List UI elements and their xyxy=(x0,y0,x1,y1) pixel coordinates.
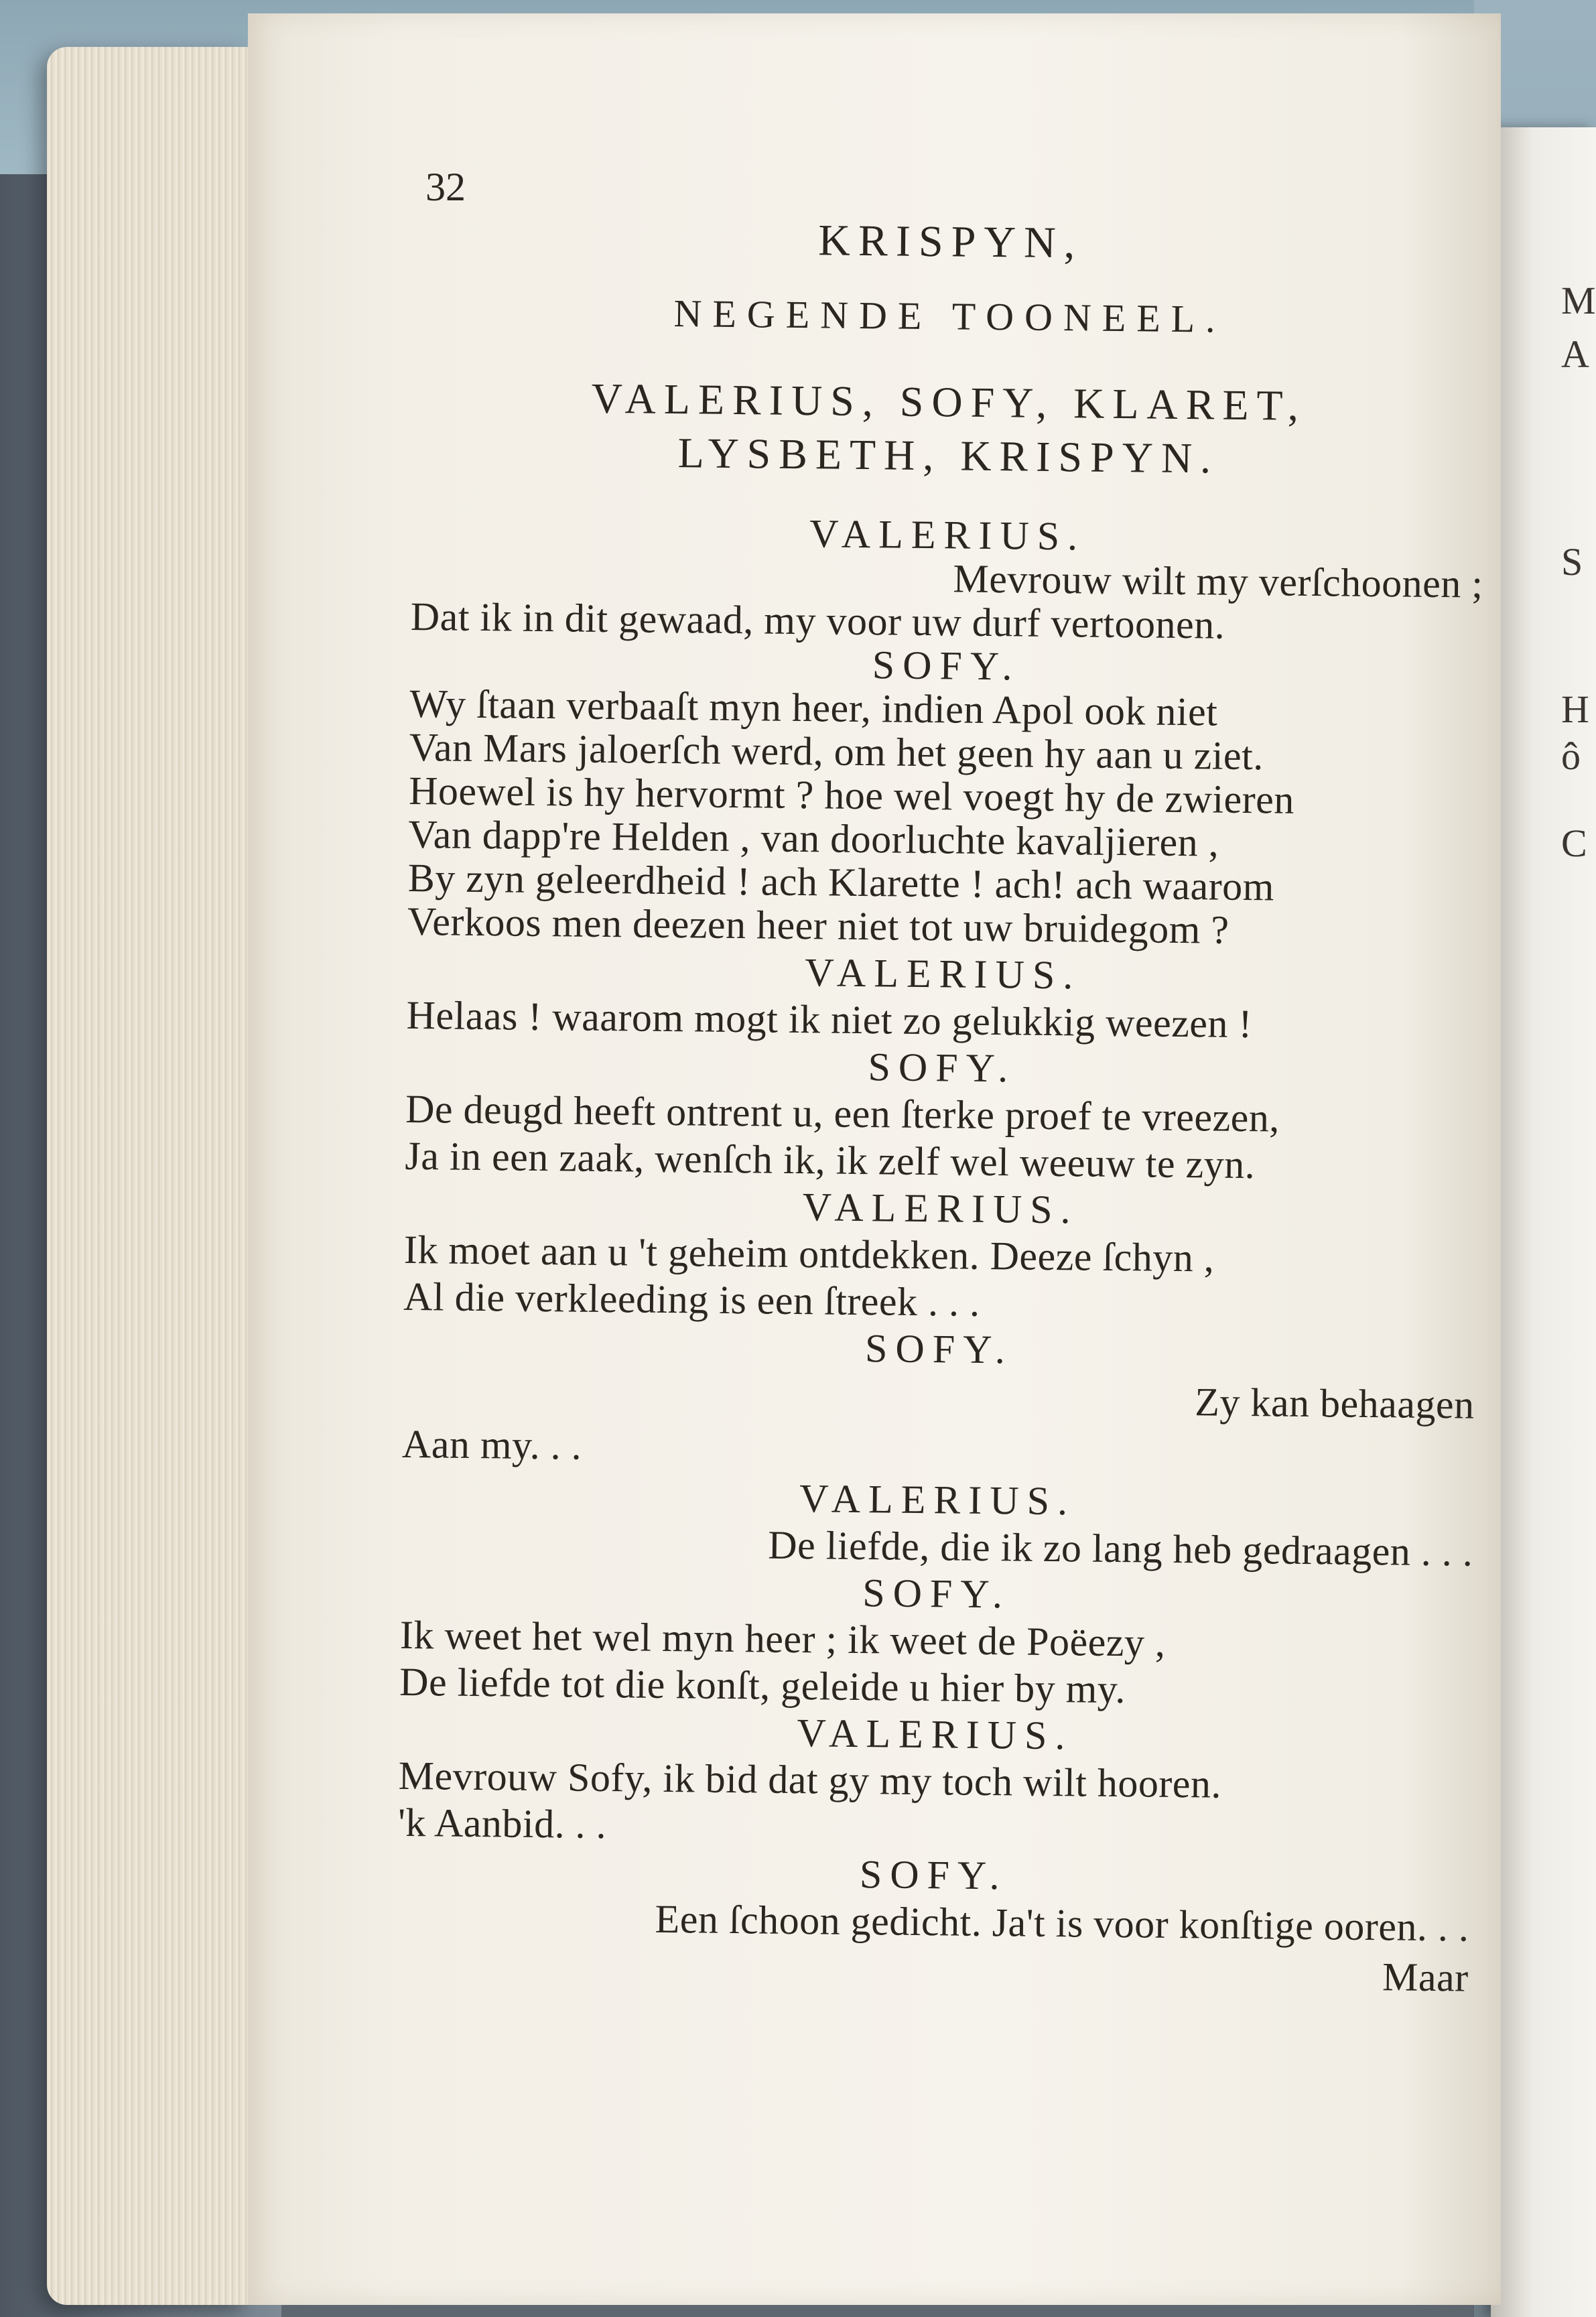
speaker-name: VALERIUS. xyxy=(799,1476,1076,1524)
scene-heading: NEGENDE TOONEEL. xyxy=(673,291,1226,341)
verse-line: By zyn geleerdheid ! ach Klarette ! ach! ach waarom xyxy=(407,855,1275,909)
verse-line: 'k Aanbid. . . xyxy=(397,1800,607,1847)
running-title: KRISPYN, xyxy=(817,216,1083,268)
speaker-name: SOFY. xyxy=(859,1852,1008,1898)
facing-page-letter: H xyxy=(1561,687,1589,731)
facing-page-letter: ô xyxy=(1561,734,1581,778)
facing-page-letter: M xyxy=(1561,279,1596,322)
facing-page-letter: C xyxy=(1561,821,1587,865)
speaker-name: SOFY. xyxy=(862,1571,1011,1617)
verse-line: De liefde tot die konſt, geleide u hier by my. xyxy=(399,1659,1126,1712)
speaker-name: VALERIUS. xyxy=(805,950,1081,998)
speaker-name: VALERIUS. xyxy=(797,1711,1073,1758)
verse-line: Aan my. . . xyxy=(401,1421,582,1468)
speaker-name: VALERIUS. xyxy=(802,1185,1079,1232)
facing-page-letter: A xyxy=(1561,332,1589,376)
page-number: 32 xyxy=(425,165,466,209)
facing-page-letter: S xyxy=(1561,540,1583,584)
verse-line: Wy ſtaan verbaaſt myn heer, indien Apol ook niet xyxy=(409,681,1218,734)
speaker-name: VALERIUS. xyxy=(809,511,1086,559)
verse-line: Helaas ! waarom mogt ik niet zo gelukkig weezen ! xyxy=(406,992,1253,1047)
catchword: Maar xyxy=(1382,1955,1469,2000)
book-page xyxy=(248,13,1501,2305)
verse-line: Verkoos men deezen heer niet tot uw bruidegom ? xyxy=(407,899,1229,952)
verse-line: Mevrouw Sofy, ik bid dat gy my toch wilt hooren. xyxy=(398,1753,1222,1806)
cast-list-line: VALERIUS, SOFY, KLARET, xyxy=(591,374,1307,429)
verse-line: Zy kan behaagen xyxy=(1195,1380,1475,1427)
verse-line: Van Mars jaloerſch werd, om het geen hy aan u ziet. xyxy=(409,724,1264,779)
facing-page-edge xyxy=(1491,127,1596,2317)
verse-line: Mevrouw wilt my verſchoonen ; xyxy=(953,556,1483,606)
speaker-name: SOFY. xyxy=(864,1326,1014,1372)
verse-line: Ik weet het wel myn heer ; ik weet de Poëezy , xyxy=(399,1612,1166,1665)
verse-line: Hoewel is hy hervormt ? hoe wel voegt hy de zwieren xyxy=(408,768,1295,822)
verse-line: Een ſchoon gedicht. Ja't is voor konſtige ooren. . . xyxy=(655,1896,1469,1950)
verse-line: Ja in een zaak, wenſch ik, ik zelf wel weeuw te zyn. xyxy=(405,1133,1256,1187)
verse-line: Ik moet aan u 't geheim ontdekken. Deeze ſchyn , xyxy=(403,1227,1215,1280)
verse-line: De liefde, die ik zo lang heb gedraagen . . . xyxy=(767,1522,1473,1575)
speaker-name: SOFY. xyxy=(868,1045,1016,1091)
cast-list-line: LYSBETH, KRISPYN. xyxy=(677,429,1219,482)
book-page-edges xyxy=(47,47,248,2305)
verse-line: Al die verkleeding is een ſtreek . . . xyxy=(403,1274,980,1325)
verse-line: Van dapp're Helden , van doorluchte kavaljieren , xyxy=(408,811,1219,865)
verse-line: De deugd heeft ontrent u, een ſterke proef te vreezen, xyxy=(405,1086,1280,1140)
speaker-name: SOFY. xyxy=(872,643,1020,689)
verse-line: Dat ik in dit gewaad, my voor uw durf vertoonen. xyxy=(410,594,1225,647)
